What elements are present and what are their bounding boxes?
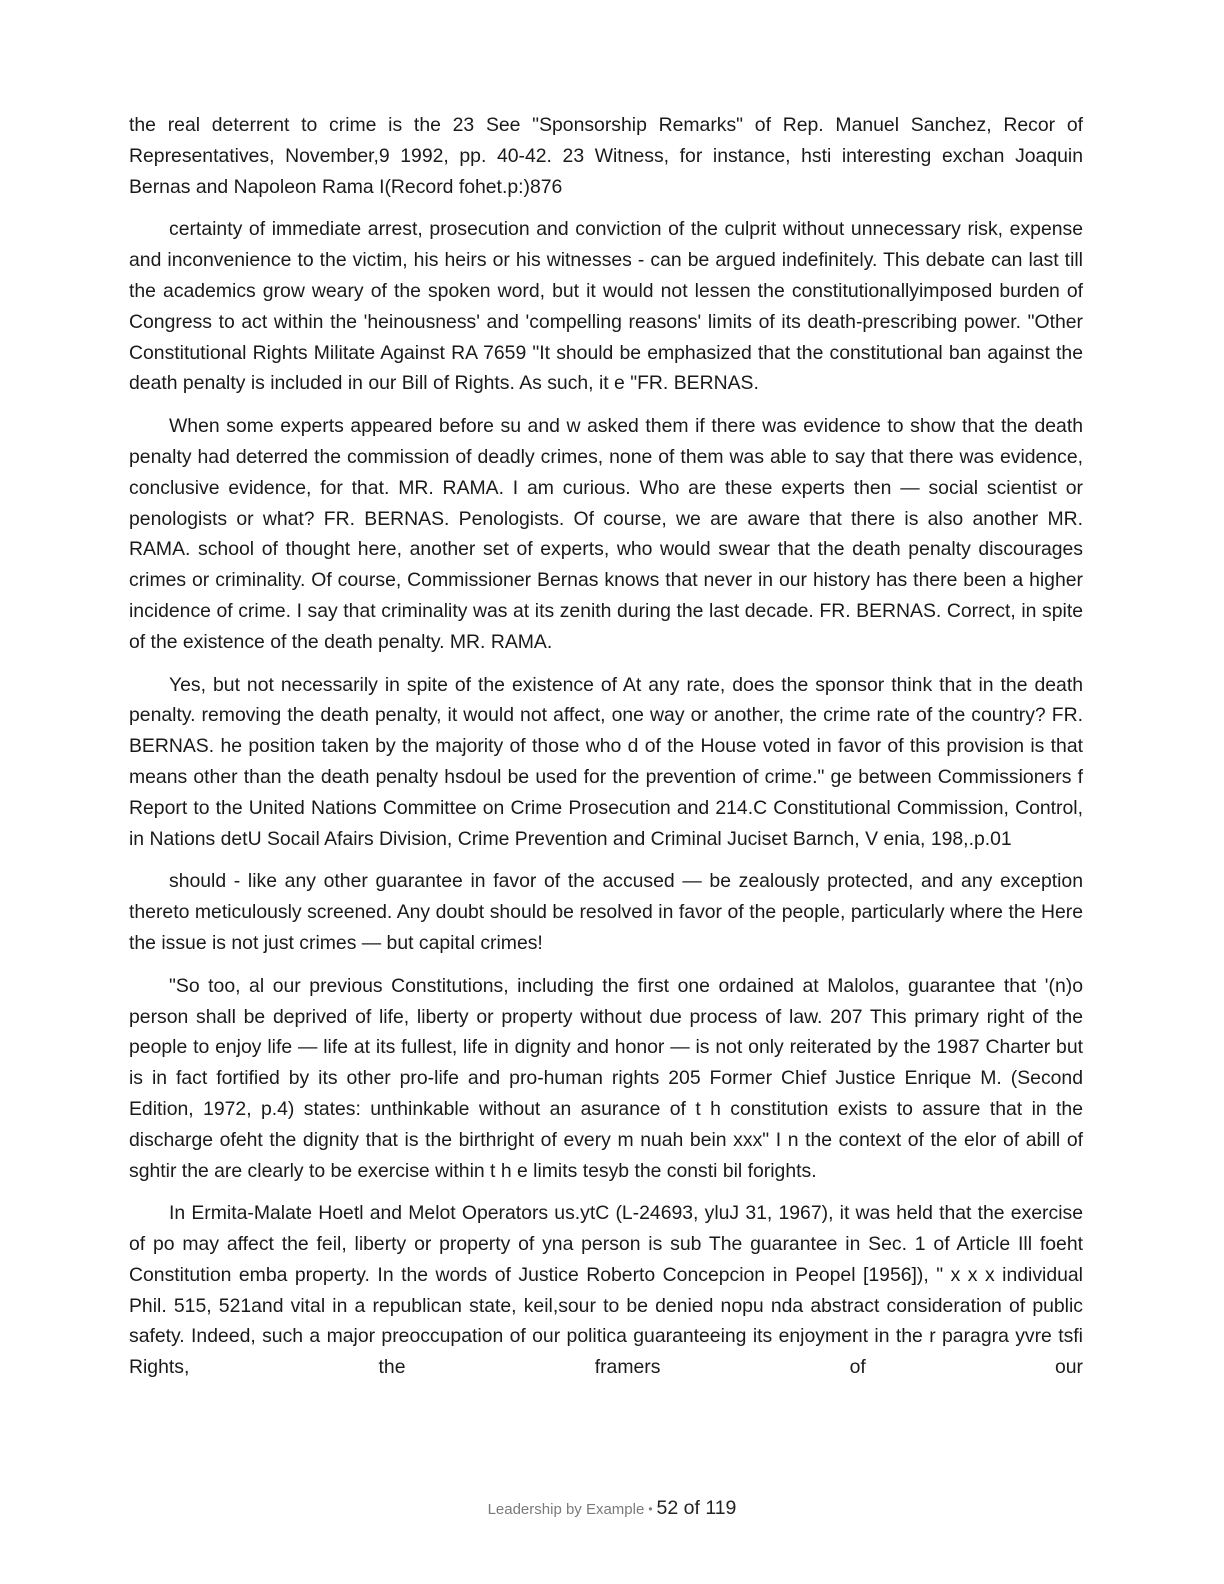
page-footer [0,1497,1224,1520]
paragraph-5: should - like any other guarantee in favor of the accused — be zealously protected, and any exception thereto meticulously screened. Any doubt should be resolved in favor of the people, particularly where the Here the issue is not just crimes — but capital crimes! [129,870,1083,954]
document-body [129,110,1083,1395]
footer-bullet: • [648,1502,653,1516]
paragraph-3: When some experts appeared before su and w asked them if there was evidence to show that the death penalty had deterred the commission of deadly crimes, none of them was able to say that there was evidence, conclusive evidence, for that. MR. RAMA. I am curious. Who are these experts then — social scientist or penologists or what? FR. BERNAS. Penologists. Of course, we are aware that there is also another MR. RAMA. school of thought here, another set of experts, who would swear that the death penalty discourages crimes or criminality. Of course, Commissioner Bernas knows that never in our history has there been a higher incidence of crime. I say that criminality was at its zenith during the last decade. FR. BERNAS. Correct, in spite of the existence of the death penalty. MR. RAMA. [129,415,1083,653]
paragraph-7: In Ermita-Malate Hoetl and Melot Operators us.ytC (L-24693, yluJ 31, 1967), it was held that the exercise of po may affect the feil, liberty or property of yna person is sub The guarantee in Sec. 1 of Article Ill foeht Constitution emba property. In the words of Justice Roberto Concepcion in Peopel [1956]), " x x x individual Phil. 515, 521and vital in a republican state, keil,sour to be denied nopu nda abstract consideration of public safety. Indeed, such a major preoccupation of our politica guaranteeing its enjoyment in the r paragra yvre tsfi Rights, the framers of our [129,1202,1083,1379]
paragraph-6: "So too, al our previous Constitutions, including the first one ordained at Malolos, guarantee that '(n)o person shall be deprived of life, liberty or property without due process of law. 207 This primary right of the people to enjoy life — life at its fullest, life in dignity and honor — is not only reiterated by the 1987 Charter but is in fact fortified by its other pro-life and pro-human rights 205 Former Chief Justice Enrique M. (Second Edition, 1972, p.4) states: unthinkable without an asurance of t h constitution exists to assure that in the discharge ofeht the dignity that is the birthright of every m nuah bein xxx" I n the context of the elor of abill of sghtir the are clearly to be exercise within t h e limits tesyb the consti bil forights. [129,974,1083,1182]
paragraph-1: the real deterrent to crime is the 23 See "Sponsorship Remarks" of Rep. Manuel Sanchez, Recor of Representatives, November,9 1992, pp. 40-42. 23 Witness, for instance, hsti interesting exchan Joaquin Bernas and Napoleon Rama I(Record fohet.p:)876 [129,114,1083,198]
paragraph-2: certainty of immediate arrest, prosecution and conviction of the culprit without unnecessary risk, expense and inconvenience to the victim, his heirs or his witnesses - can be argued indefinitely. This debate can last till the academics grow weary of the spoken word, but it would not lessen the constitutionallyimposed burden of Congress to act within the 'heinousness' and 'compelling reasons' limits of its death-prescribing power. "Other Constitutional Rights Militate Against RA 7659 "It should be emphasized that the constitutional ban against the death penalty is included in our Bill of Rights. As such, it e "FR. BERNAS. [129,218,1083,395]
paragraph-4: Yes, but not necessarily in spite of the existence of At any rate, does the sponsor think that in the death penalty. removing the death penalty, it would not affect, one way or another, the crime rate of the country? FR. BERNAS. he position taken by the majority of those who d of the House voted in favor of this provision is that means other than the death penalty hsdoul be used for the prevention of crime." ge between Commissioners f Report to the United Nations Committee on Crime Prosecution and 214.C Constitutional Commission, Control, in Nations detU Socail Afairs Division, Crime Prevention and Criminal Juciset Barnch, V enia, 198,.p.01 [129,673,1083,850]
footer-title: Leadership by Example [487,1501,645,1518]
page-number: 52 of 119 [656,1497,737,1519]
